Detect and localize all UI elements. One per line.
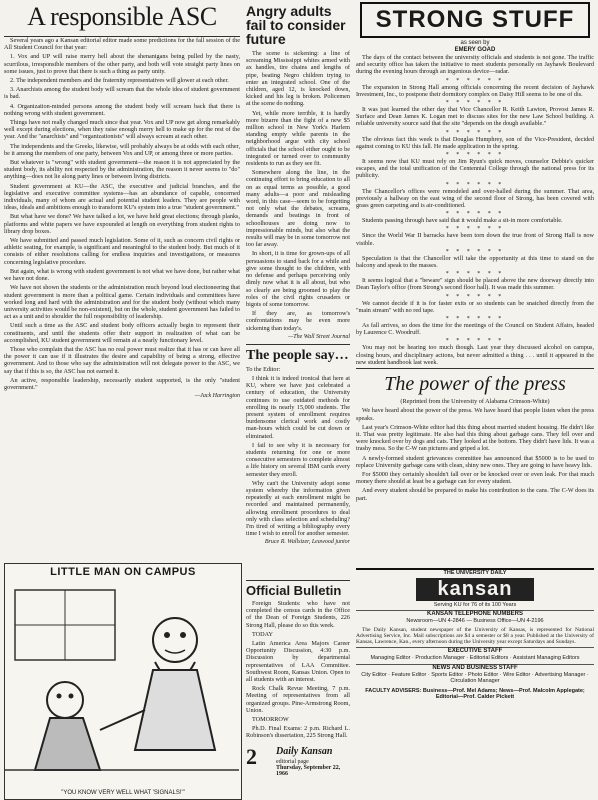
people-paragraph: Why can't the University adopt some system whereby the information given repeatedly at each enrollment might be recorded and maintained permanently, allowing enrollment procedures to deal only with class selection and scheduling? I'm tired of writing a bibliography every time I wish to enroll for another semester. [246, 479, 350, 538]
masthead-tagline: Serving KU for 76 of its 100 Years [433, 601, 517, 608]
masthead-info: The Daily Kansan, student newspaper of the University of Kansas, is represented for National Advertising Service, Inc. Mail subscriptions are $4 a semester or $8 a year. Published at the University of Kansas, Lawrence, Kan., every afternoon during the University year except Saturdays and Sundays. [356, 626, 594, 646]
editorial-paragraph: Student government at KU—the ASC, the executive and judicial branches, and the legislative and executive committee systems—has an abundance of capable, concerned individuals, many of whom are actual and potential student leaders. They are people with ideas, ideals and ambitions enough to transform KU's system into a true "student government." [4, 182, 240, 212]
editorial-paragraph: But what have we done? We have talked a lot, we have held great elections; through planks, platforms and white papers we have expounded at length on everything from student rights to library drop boxes. [4, 213, 240, 235]
power-paragraph: Last year's Crimson-White editor had this thing about married student housing. He didn't like it. That was pretty legitimate. He also had this thing about garbage cans. They fell over and were knocked over by dogs and cats. They looked at the bottom. They didn't have lids. It was a trashy mess. So the C-W ran pictures and griped a lot. [356, 423, 594, 453]
power-paragraph: And every student should be prepared to make his contribution to the cans. The C-W does its part. [356, 487, 594, 502]
section-separator: * * * * * * [445, 271, 505, 278]
bulletin-item: TOMORROW [252, 716, 289, 724]
middle-column [246, 0, 350, 578]
editorial-paragraph: The independents and the Greeks, likewise, will probably always be at odds with each other, be it among the members of one party, between Vox and UP, or among three or more parties. [4, 142, 240, 157]
power-body [356, 407, 594, 501]
section-separator: * * * * * * [445, 181, 505, 188]
angry-paragraph: In short, it is time for grown-ups of all persuasions to stand back for a while and give some thought to the children, with no defense and perhaps perceiving only dimly now what it is all about, but who so clearly are being groomed to play the roles of the civil rights crusaders or bigots of some tomorrow. [246, 250, 350, 308]
strong-paragraph: Since the World War II barracks have been torn down the true front of Strong Hall is now visible. [356, 232, 594, 247]
strong-paragraph: It seems logical that a "beware" sign should be placed above the new doorway directly into Dean Taylor's office (from Strong's second floor hall). It was made this summer. [356, 277, 594, 292]
strong-paragraph: You may not be hearing too much though. Last year they discussed alcohol on campus, closing hours, and disciplinary actions, but never admitted a thing . . . until it appeared in the new student handbook last week. [356, 344, 594, 366]
footer-date: Thursday, September 22, 1966 [276, 765, 341, 777]
bulletin-item: TODAY [252, 630, 273, 638]
strong-body [356, 54, 594, 366]
page-footer [246, 744, 350, 798]
editorial-paragraph: We have not shown the students or the administration much beyond loud electioneering that student government is more than a political game. Certain individuals and committees have worked long and hard with the administration and for the student body (without which many university activities would be non-existent), but on the whole, student government has failed to act as a unit and to shoulder the full responsibility of leadership. [4, 284, 240, 321]
editorial-paragraph: We have submitted and passed much legislation. Some of it, such as concern civil rights or athletic seating, for example, is significant and meaningful to the student body. But much of it consists of either resolutions calling for endless inquiries and investigations, or measures concerning legislative procedure. [4, 237, 240, 266]
angry-paragraph: Somewhere along the line, in the continuing effort to bring education to all on as equal terms as possible, a good many adults—a poor and misleading word, in this case—seem to be forgetting not only what the debates, screams, demands and beatings in front of schoolhouses are doing now to impressionable minds, but also what the results will may be in some tomorrow not too far away. [246, 169, 350, 249]
editorial-paragraph: 1. Vox and UP will raise merry hell about the shenanigans being pulled by the nasty, scurrilous, irresponsible members of the other party, and both will vote straight party lines on some issues, just to prove that there is such a thing as party unity. [4, 53, 240, 75]
angry-paragraph: The scene is sickening: a line of screaming Mississippi whites armed with ax handles, tire chains and lengths of pipe, beating Negro children trying to enter an integrated school. One of the children, aged 12, is knocked down, kicked and his leg is broken. Policemen at the scene do nothing. [246, 50, 350, 108]
strong-headline: STRONG STUFF [360, 2, 590, 38]
strong-paragraph: The Chancellor's offices were remodeled and over-halled during the summer. That area, previously a hallway on the east wing of the second floor of Strong, has been covered with grass green carpeting and is air-conditioned. [356, 187, 594, 210]
people-headline: The people say… [246, 344, 350, 366]
section-separator: * * * * * * [445, 152, 505, 159]
angry-signature: —The Wall Street Journal [287, 333, 350, 340]
editorial-paragraph: Several years ago a Kansan editorial editor made some predictions for the fall session of the All Student Council for that year: [4, 37, 240, 52]
editorial-signature: —Jack Harrington [194, 393, 240, 400]
angry-paragraph: Yet, while more terrible, it is hardly more bizarre than the fight of a new $5 million school in New York's Harlem standing empty while parents in the neighborhood argue with city school officials that the school either ought to be integrated or turned over to community residents to run as they see fit. [246, 109, 350, 168]
editorial-paragraph: Those who complain that the ASC has no real power must realize that it has or can have all the power it can use if it illustrates the desire and capability of being a strong, effective government. And to those who say the administration will not delegate power to the ASC, we say that if this is so, the ASC has not earned it. [4, 345, 240, 375]
editorial-paragraph: An active, responsible leadership, necessarily student supported, is the only "student government." [4, 376, 240, 391]
bulletin-item: Foreign Students: who have not completed the census cards in the Office of the Dean of Foreign Students, 226 Strong Hall, please do so this week. [246, 600, 350, 629]
section-separator: * * * * * * [445, 211, 505, 218]
bulletin-body [246, 600, 350, 741]
editorial-paragraph: Things have not really changed much since that year. Vox and UP now get along remarkably well except during elections, when they raise enough merry hell to make up for the rest of the year. And the "anarchists" and "organizationists" will always scream at each other. [4, 119, 240, 141]
strong-paragraph: It was just learned the other day that Vice Chancellor R. Keith Lawton, Provost James R. Surface and Dean James K. Logan met to discuss sites for the new Law School building. A reliable university source said that the site "depends on the dough available." [356, 106, 594, 128]
cartoon-panel [4, 563, 242, 800]
bulletin-item: Rock Chalk Revue Meeting, 7 p.m. Meeting of representatives from all organized groups. Pine-Armstrong Room, Union. [246, 685, 350, 714]
editorial-paragraph: 2. The independent members and the fraternity representatives will glower at each other. [10, 77, 229, 85]
angry-paragraph: If they are, as tomorrow's confrontations may be even more sickening than today's. [246, 310, 350, 332]
strong-paragraph: The expansion in Strong Hall among officials concerning the recent decision of Jayhawk Investment, Inc., to postpone their dormitory complex on Daisy Hill seems to be one of dis. [356, 83, 594, 98]
strong-paragraph: The obvious fact this week is that Douglas Humphrey, son of the Vice-President, decided against coming to KU this fall. He made application in the spring. [356, 135, 594, 150]
strong-paragraph: Students passing through have said that it would make a sit-in more comfortable. [362, 217, 563, 225]
section-separator: * * * * * * [445, 338, 505, 345]
bulletin-item: Ph.D. Final Exams: 2 p.m. Richard L. Robinson's dissertation, 225 Strong Hall. [246, 725, 350, 740]
section-separator: * * * * * * [445, 226, 505, 233]
editorial-paragraph: 4. Organization-minded persons among the student body will scream back that there is nothing wrong with student government. [4, 102, 240, 117]
official-bulletin [246, 580, 350, 741]
editorial-paragraph: 3. Anarchists among the student body will scream that the whole idea of student government is bad. [4, 86, 240, 101]
power-note: (Reprinted from the University of Alabama Crimson-White) [400, 398, 550, 406]
editorial-paragraph: But whatever is "wrong" with student government—the reason it is not appreciated by the student body, its ability not respected by the administration, the reason it never seems to "do" anything—does not lie along party lines or between living districts. [4, 159, 240, 181]
people-signature: Bruce R. Wallsizer, Leawood junior [264, 539, 350, 546]
phones-line: Newsroom—UN 4-2846 — Business Office—UN 4-2196 [406, 618, 544, 624]
power-headline: The power of the press [356, 368, 594, 398]
cartoon-caption: "YOU KNOW VERY WELL WHAT 'SIGNALS!'" [61, 790, 185, 796]
strong-paragraph: Speculation is that the Chancellor will take the opportunity at this time to stand on the balcony and speak to the masses. [356, 254, 594, 270]
section-separator: * * * * * * [445, 248, 505, 255]
strong-paragraph: It seems now that KU must rely on Jim Ryun's quick moves, counselor Debbie's quicker escapes, and the total unification of the Centennial College through the national press for its publicity. [356, 158, 594, 180]
people-paragraph: I fail to see why it is necessary for students returning for one or more consecutive semesters to complete almost a life history on several IBM cards every semester they enroll. [246, 441, 350, 478]
faculty-advisers: FACULTY ADVISERS: Business—Prof. Mel Adams; News—Prof. Malcolm Applegate; Editorial—Prof. Calder Pickett [365, 687, 585, 701]
strong-paragraph: As fall arrives, so does the time for the meetings of the Council on Student Affairs, headed by Laurence C. Woodruff. [356, 322, 594, 337]
angry-headline: Angry adults fail to consider future [246, 3, 346, 47]
kansan-logo: kansan [416, 578, 534, 601]
cartoon-title: LITTLE MAN ON CAMPUS [50, 566, 196, 578]
strong-paragraph: We cannot decide if it is for faster exits or so students can be snatched directly from the "main stream" with no red tape. [356, 299, 594, 314]
people-body [246, 375, 350, 537]
exec-staff-title: EXECUTIVE STAFF [356, 647, 594, 654]
exec-staff-list: Managing Editor · Production Manager · Editorial Editors · Assistant Managing Editors [370, 655, 580, 662]
strong-paragraph: The days of the contact between the university officials and students is not gone. The traffic and security office has taken the initiative to meet students personally on Jayhawk Boulevard during the evening hours through an ingenious device—radar. [356, 54, 594, 76]
phones-title: KANSAN TELEPHONE NUMBERS [356, 610, 594, 617]
strong-byline-2: EMERY GOAD [454, 47, 496, 53]
footer-info [276, 759, 350, 777]
news-staff-list: City Editor · Feature Editor · Sports Editor · Photo Editor · Wire Editor · Advertising Manager · Circulation Manager [361, 671, 589, 685]
power-paragraph: For $5000 they certainly shouldn't fall over or be knocked over or even leak. For that much money there should at least be a garbage can for every student. [356, 470, 594, 486]
cartoon-illustration [5, 580, 239, 780]
power-paragraph: We have heard about the power of the press. We have heard that people listen when the press speaks. [356, 407, 594, 422]
people-salutation: To the Editor: [246, 365, 281, 373]
page-number: 2 [246, 744, 257, 769]
section-separator: * * * * * * [445, 129, 505, 136]
section-separator: * * * * * * [445, 77, 505, 84]
editorial-column [4, 0, 240, 560]
strong-byline-1: as seen by [460, 40, 490, 46]
editorial-body [4, 37, 240, 391]
editorial-paragraph: But again, what is wrong with student government is not what we have done, but rather what we have not done. [4, 267, 240, 283]
bulletin-item: Latin America Area Majors Career Opportunity Discussion, 4:30 p.m. Discussion by departmental representatives of LAA Committee. Southwest Room, Kansas Union. Open to all students with an interest. [246, 640, 350, 684]
people-paragraph: I think it is indeed ironical that here at KU, where we have just celebrated a century of education, the University continues to use outdated methods for enrolling its nearly 15,000 students. The present system of enrollment requires burdensome clerical work and costly man-hours which could be cut down or eliminated. [246, 374, 350, 440]
section-separator: * * * * * * [445, 100, 505, 107]
bulletin-headline: Official Bulletin [246, 583, 342, 598]
section-separator: * * * * * * [445, 293, 505, 300]
masthead-top-label: THE UNIVERSITY DAILY [443, 570, 507, 576]
section-separator: * * * * * * [445, 316, 505, 323]
power-paragraph: A newly-formed student grievances committee has announced that $5000 is to be used to replace University garbage cans with clean, shiny new ones. They are going to have heavy lids. [356, 454, 594, 469]
right-column [356, 0, 594, 566]
paper-name: Daily Kansan [276, 746, 333, 757]
news-staff-title: NEWS AND BUSINESS STAFF [356, 664, 594, 671]
editorial-paragraph: Until such a time as the ASC and student body officers actually begin to represent their constituents, and until the students offer their support in realization of what can be accomplished, KU student government will remain at a nearly functionary level. [4, 322, 240, 344]
editorial-headline: A responsible ASC [4, 0, 240, 37]
kansan-masthead [356, 568, 594, 800]
footer-section: editorial page [276, 759, 309, 765]
angry-body [246, 50, 350, 332]
